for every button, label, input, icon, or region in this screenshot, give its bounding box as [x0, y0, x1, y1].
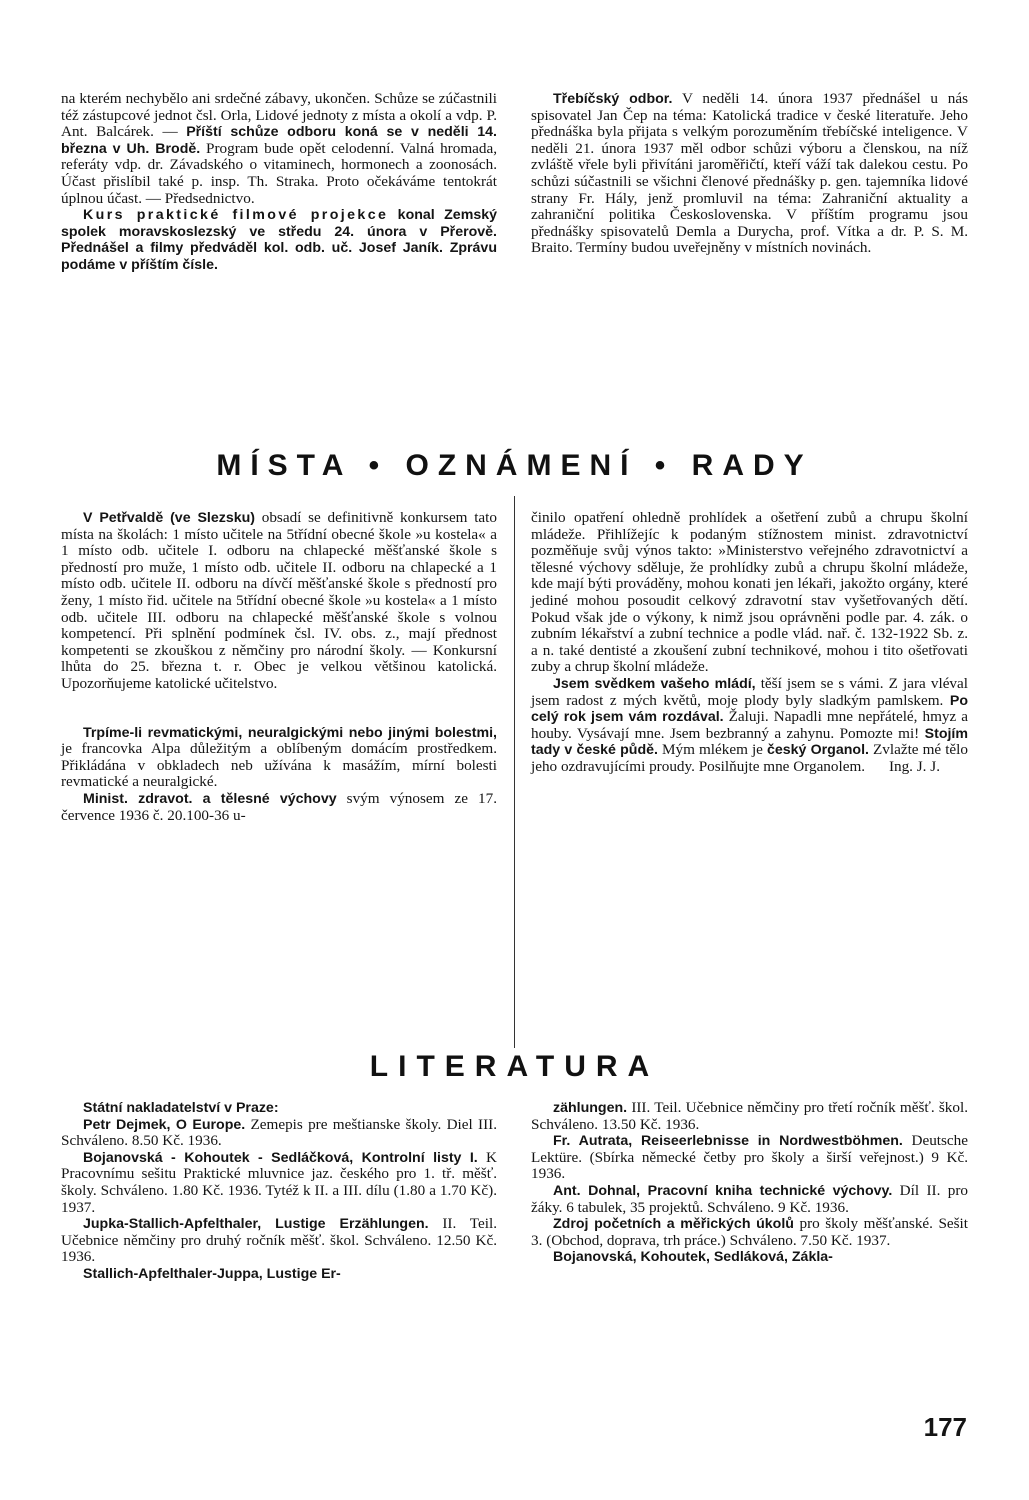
ministry-continued: činilo opatření ohledně prohlídek a ošetření zubů a chrupu školní mládeže. Přihlížejíc k podaným stížnostem minist. zdravotnictví pozměňuje svůj výnos takto: »Ministerstvo veřejného zdravotnictví a tělesné výchovy sděluje, že prohlídky zubů a chrupu školní mládeže, kde mají býti prováděny, mohou konati jen lékaři, jakožto orgány, které jediné mohou posoudit celkový zdravotní stav vyšetřovaných dětí. Pokud však jde o výkony, k nimž jsou oprávněni podle par. 4. zák. o zubním lékařství a zubní technice a podle vlád. nař. č. 132-1922 Sb. z. a n. také dentisté a zkoušení zubní technikové, mohou i tito ošetřovati zuby a chrup školní mládeže. [531, 509, 968, 676]
publisher-heading: Státní nakladatelství v Praze: [83, 1100, 279, 1116]
ad-organol: Jsem svědkem vašeho mládí, těší jsem se s vámi. Z jara vléval jsem radost z mých květů, moje plody byly sladkým pamlskem. Po celý rok jsem vám rozdával. Žaluji. Napadli mne nepřátelé, hmyz a houby. Vysávají mne. Jsem bezbranný a zahynu. Pomozte mi! Stojím tady v české půdě. Mým mlékem je český Organol. Zvlažte mé tělo jeho ozdravujícími proudy. Posilňujte mne Organolem. Ing. J. J. [531, 674, 968, 775]
film-course-heading: Kurs praktické filmové projekce [83, 207, 389, 224]
article-film-course: Kurs praktické filmové projekce konal Zemský spolek moravskoslezský ve středu 24. února v Přerově. Přednášel a filmy předváděl kol. odb. uč. Josef Janík. Zprávu podáme v příštím čísle. [61, 207, 497, 273]
article-petrvald: V Petřvaldě (ve Slezsku) obsadí se definitivně konkursem tato místa na školách: 1 místo učitele na 5třídní obecné škole »u kostela« a 1 místo odb. učitele I. odboru na chlapecké měšťanské škole s předností pro muže, 1 místo odb. učitele II. odboru na chlapecké a 1 místo odb. učitele II. odboru na dívčí měšťanské škole s předností pro ženy, 1 místo řid. učitele na 5třídní obecné škole »u kostela« a 1 místo odb. učitele III. odboru na chlapecké měšťanské škole s volnou kompetencí. Při splnění podmínek čsl. IV. obs. z., mají přednost kompetenti se zkouškou z němčiny pro národní školy. — Konkursní lhůta do 25. března t. r. Obec je velkou většinou katolická. Upozorňujeme katolické učitelstvo. [61, 509, 497, 692]
next-meeting-notice: Příští schůze odboru koná se v neděli 14. března v Uh. Brodě. [61, 124, 497, 157]
page-number: 177 [923, 1412, 967, 1442]
mid-left-column [61, 510, 497, 824]
trebic-heading: Třebíčský odbor. [553, 91, 673, 107]
book-entry: Stallich-Apfelthaler-Juppa, Lustige Er- [83, 1265, 341, 1282]
article-schuze: na kterém nechybělo ani srdečné zábavy, ukončen. Schůze se zúčastnili též zástupcové jednot čsl. Orla, Lidové jednoty z místa a okolí a vdp. P. Ant. Balcárek. — Příští schůze odboru koná se v neděli 14. března v Uh. Brodě. Program bude opět celodenní. Valná hromada, referáty vdp. dr. Závadského o vitaminech, hormonech a zoonosách. Účast přislíbil také p. insp. Th. Straka. Proto očekáváme tentokrát úplnou účast. — Předsednictvo. [61, 90, 498, 207]
article-ministry: Minist. zdravot. a tělesné výchovy svým výnosem ze 17. července 1936 č. 20.100-36 u- [61, 789, 497, 824]
book-entry: Jupka-Stallich-Apfelthaler, Lustige Erzählungen. II. Teil. Učebnice němčiny pro druhý ročník měšť. škol. Schváleno. 12.50 Kč. 1936. [61, 1215, 497, 1266]
book-entry: zählungen. III. Teil. Učebnice němčiny pro třetí ročník měšť. škol. Schváleno. 13.50 Kč. 1936. [531, 1099, 968, 1133]
ministry-heading: Minist. zdravot. a tělesné výchovy [83, 790, 337, 807]
book-entry: Bojanovská, Kohoutek, Sedláková, Zákla- [553, 1249, 833, 1266]
book-entry: Ant. Dohnal, Pracovní kniha technické výchovy. Díl II. pro žáky. 6 tabulek, 35 projektů. Schváleno. 9 Kč. 1936. [531, 1181, 968, 1216]
book-entry: Petr Dejmek, O Europe. Zemepis pre meštianske školy. Diel III. Schváleno. 8.50 Kč. 1936. [61, 1115, 497, 1150]
bottom-right-column [531, 1100, 968, 1266]
section-heading-mista: MÍSTA • OZNÁMENÍ • RADY [216, 449, 813, 482]
organol-brand: český Organol. [766, 742, 869, 759]
book-entry: Fr. Autrata, Reiseerlebnisse in Nordwestböhmen. Deutsche Lektüre. (Sbírka německé četby pro školy a širší veřejnost.) 9 Kč. 1936. [531, 1132, 968, 1183]
mid-right-column [531, 510, 968, 776]
section-heading-literatura: LITERATURA [369, 1050, 660, 1083]
alpa-heading: Trpíme-li revmatickými, neuralgickými nebo jinými bolestmi, [83, 724, 497, 741]
book-entry: Bojanovská - Kohoutek - Sedláčková, Kontrolní listy I. K Pracovnímu sešitu Praktické mluvnice jaz. českého pro 1. tř. měšť. školy. Schváleno. 1.80 Kč. 1936. Tytéž k II. a III. dílu (1.80 a 1.70 Kč). 1937. [61, 1148, 498, 1216]
signature: Ing. J. J. [888, 757, 940, 775]
article-trebic: Třebíčský odbor. V neděli 14. února 1937 přednášel u nás spisovatel Jan Čep na téma: Katolická tradice v české literatuře. Jeho přednáška byla přijata s velkým porozuměním třebíčské inteligence. V neděli 21. února 1937 měl odbor schůzi výboru a členskou, na níž zvláště vřele byli přivítáni jaroměřičtí, kteří váží tak dalekou cestu. Po schůzi súčastnili se všichni členové přednášky p. gen. tajemníka lidové strany Fr. Hály, jenž promluvil na téma: Zahraniční aktuality a zahraniční politika Československa. V příštím programu jsou přednášky spisovatelů Demla a Durycha, prof. Vítka a dr. P. S. M. Braito. Termíny budou uveřejněny v místních novinách. [531, 90, 968, 257]
top-right-column [531, 91, 968, 257]
petrvald-heading: V Petřvaldě (ve Slezsku) [83, 510, 256, 526]
ad-alpa: Trpíme-li revmatickými, neuralgickými nebo jinými bolestmi, je francovka Alpa důležitým a oblíbeným domácím prostředkem. Přikládána v obkladech neb užívána k masážím, mírní bolesti revmatické a neuralgické. [61, 724, 497, 791]
book-entry: Zdroj početních a měřických úkolů pro školy měšťanské. Sešit 3. (Obchod, doprava, trh práce.) Schváleno. 7.50 Kč. 1937. [531, 1215, 968, 1249]
bottom-left-column [61, 1100, 497, 1283]
top-left-column [61, 91, 497, 274]
column-divider [514, 496, 515, 1048]
